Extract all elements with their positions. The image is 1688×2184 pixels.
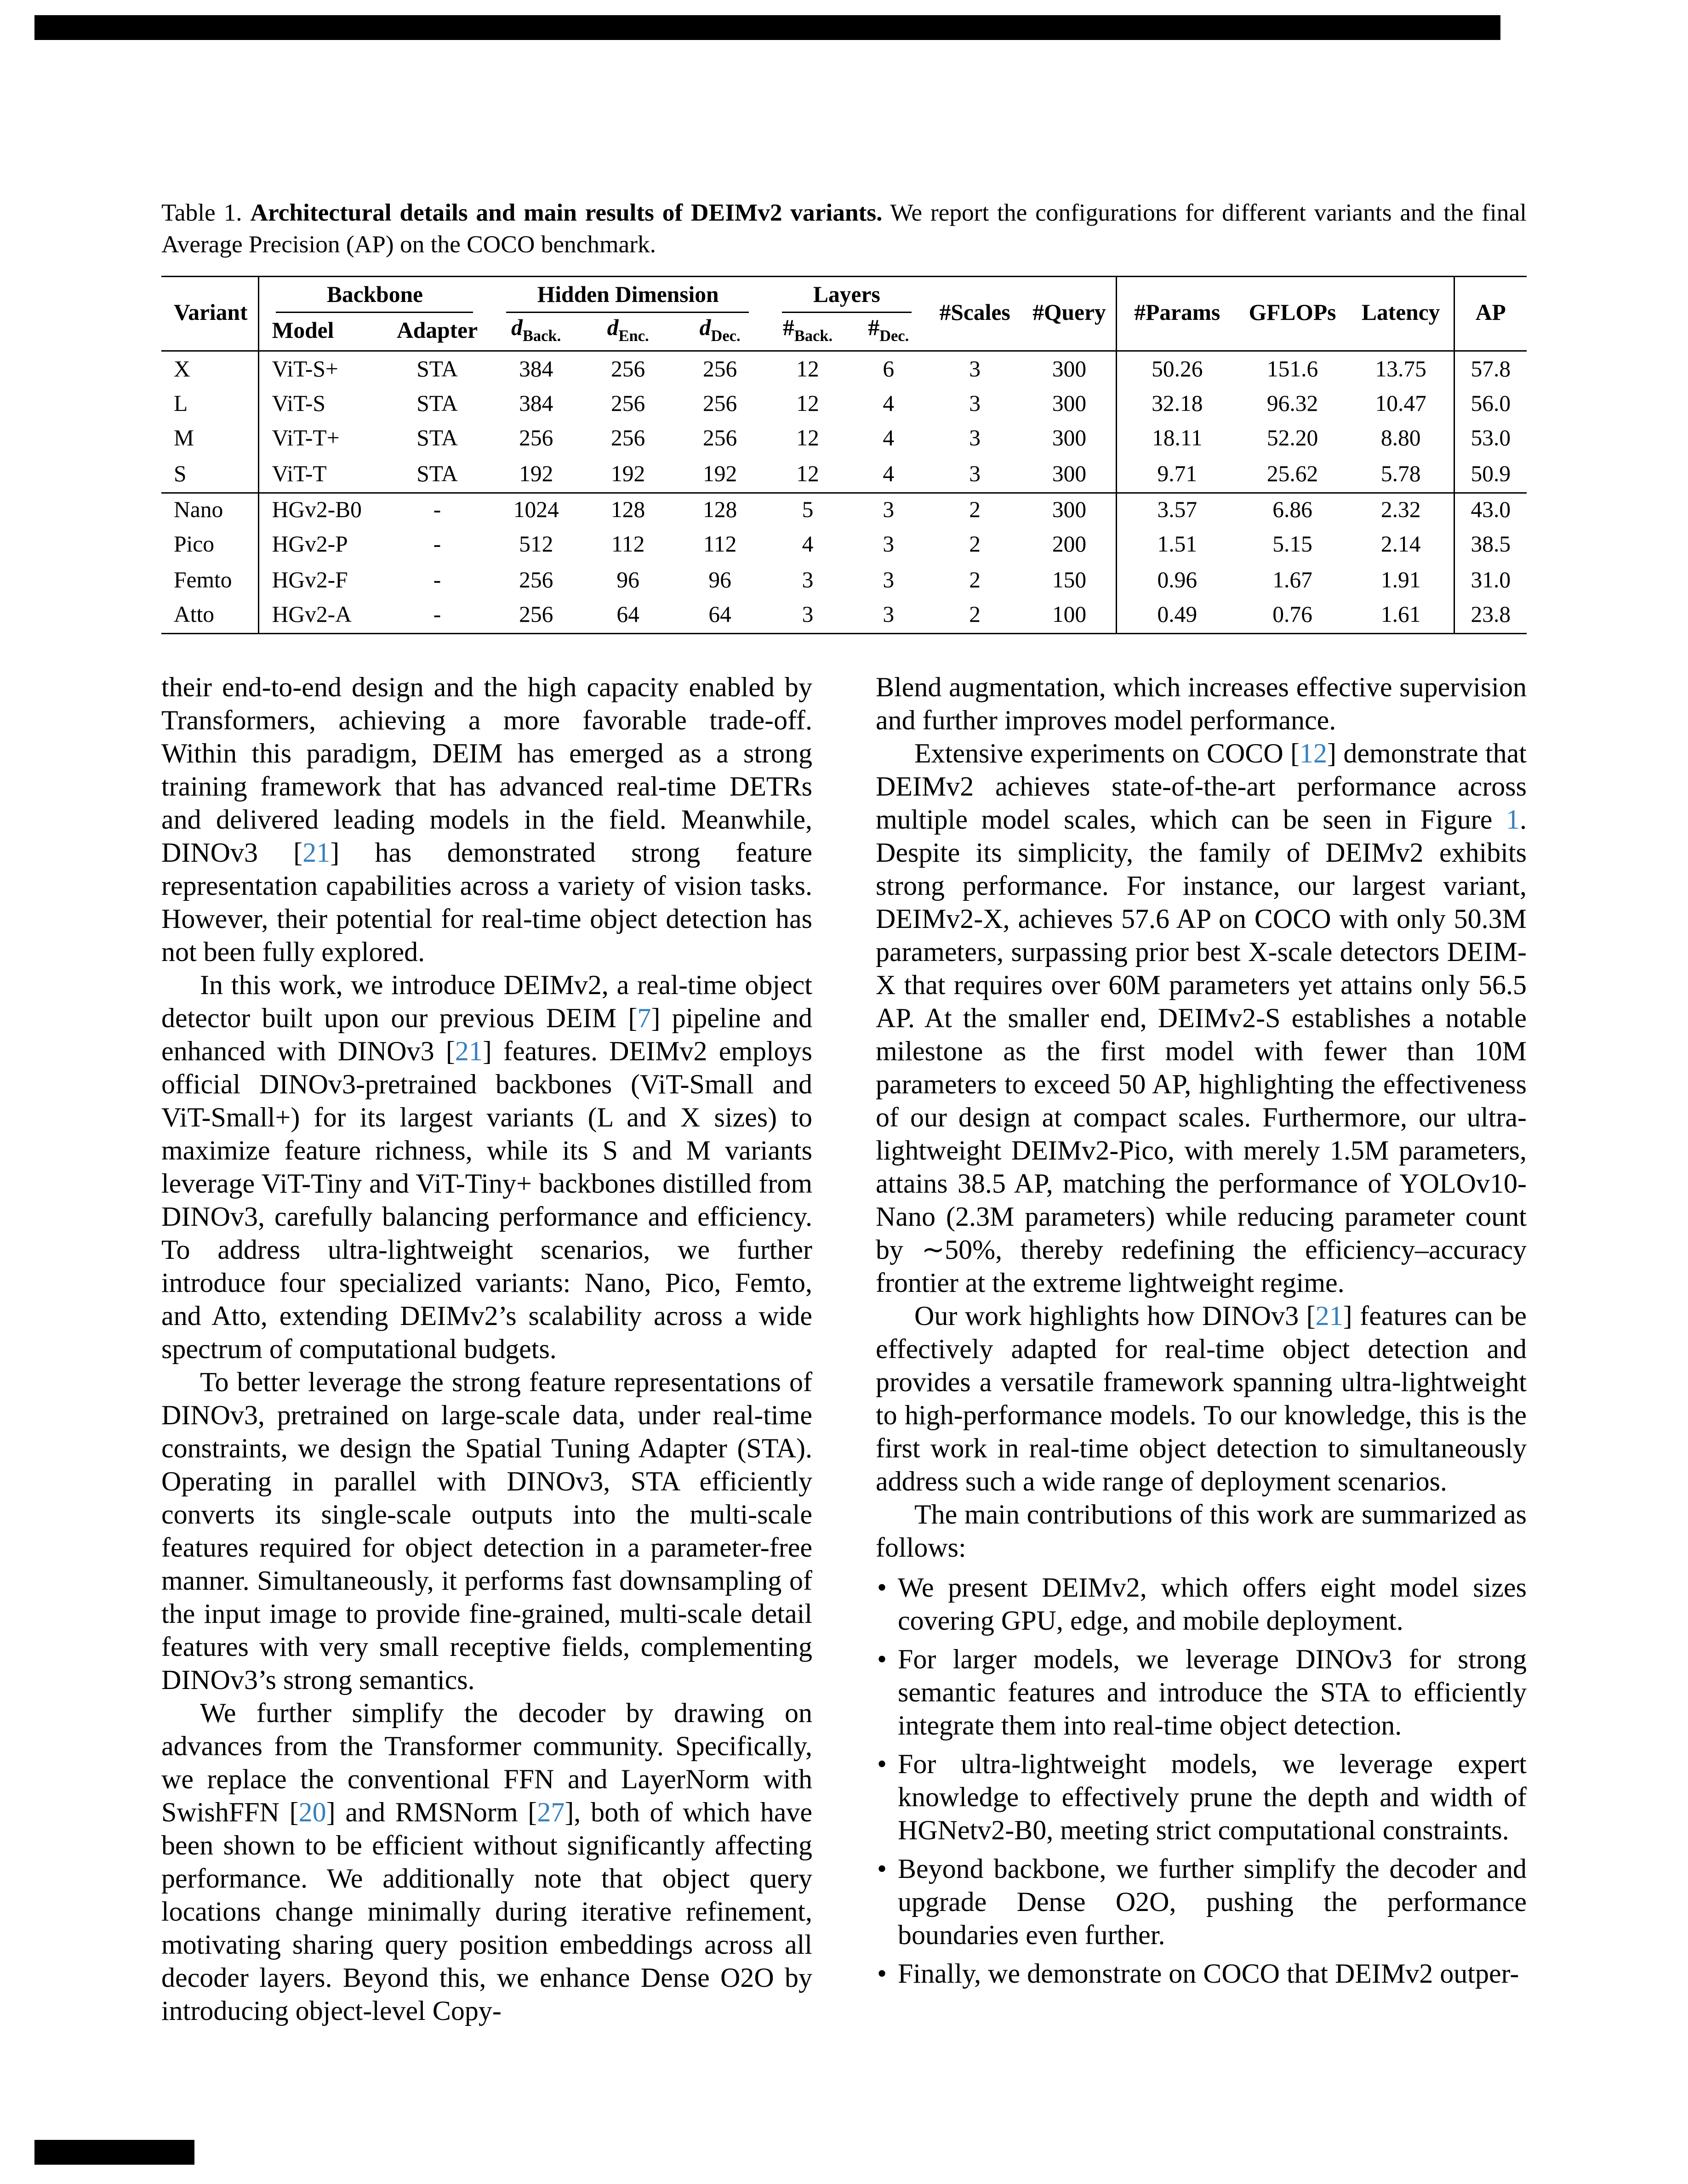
- text-run: ] has demonstrated strong feature representation capabilities across a variety of vision tasks. However, their potential for real-time object detection has not been fully explored.: [161, 838, 812, 968]
- text-run: Blend augmentation, which increases effective supervision and further improves model performance.: [876, 673, 1527, 737]
- table-cell: 384: [519, 355, 553, 382]
- table-cell: 96: [616, 566, 639, 593]
- table-cell: 6: [883, 355, 895, 382]
- table-cell: 3: [802, 566, 814, 593]
- table-cell: 31.0: [1471, 566, 1511, 593]
- text-run: The main contributions of this work are summarized as follows:: [876, 1500, 1527, 1564]
- table-cell: ViT-T: [272, 460, 327, 487]
- caption-text: We report the configurations for different variants and the final Average Precision (AP) on the COCO benchmark.: [161, 199, 1527, 258]
- table-cell: 53.0: [1471, 425, 1511, 452]
- caption-title: Architectural details and main results of DEIMv2 variants.: [250, 199, 883, 226]
- paragraph: [161, 1698, 812, 2029]
- table-cell: STA: [416, 390, 458, 417]
- table-cell: 0.96: [1157, 566, 1198, 593]
- text-run: We present DEIMv2, which offers eight model sizes covering GPU, edge, and mobile deployment.: [898, 1573, 1527, 1637]
- table-cell: X: [161, 352, 259, 387]
- paragraph: [876, 738, 1527, 1301]
- table-cell: 1.51: [1157, 531, 1198, 558]
- table-cell: 300: [1022, 422, 1117, 457]
- table-cell: ViT-T+: [272, 425, 340, 452]
- page-content: [161, 197, 1527, 2029]
- two-column-body: [161, 672, 1527, 2029]
- table-cell: 256: [611, 355, 645, 382]
- table-cell: 8.80: [1348, 422, 1454, 457]
- table-cell: 3: [969, 460, 981, 487]
- table-cell: ViT-S: [272, 390, 325, 417]
- bullet-item: [876, 1749, 1527, 1848]
- table-cell: 1024: [490, 493, 582, 529]
- table-cell: 64: [582, 598, 674, 634]
- text-run: Beyond backbone, we further simplify the decoder and upgrade Dense O2O, pushing the performance boundaries even further.: [898, 1854, 1527, 1951]
- text-run: ] features can be effectively adapted for real-time object detection and provides a versatile framework spanning ultra-lightweight to high-performance models. To our knowledge, this is the first work in real-time object detection to simultaneously address such a wide range of deployment scenarios.: [876, 1302, 1527, 1498]
- table-cell: 5.15: [1272, 531, 1312, 558]
- column-header-variant: Variant: [161, 277, 259, 352]
- column-header: #Query: [1022, 277, 1117, 352]
- column-header: #Params: [1117, 277, 1237, 352]
- table-cell: -: [433, 531, 441, 558]
- table-cell: HGv2-P: [272, 531, 348, 558]
- citation-link[interactable]: 21: [302, 838, 331, 869]
- table-cell: 2.14: [1348, 529, 1454, 563]
- table-cell: 100: [1022, 598, 1117, 634]
- table-cell: 56.0: [1471, 390, 1511, 417]
- text-run: Finally, we demonstrate on COCO that DEIMv2 outper-: [898, 1959, 1519, 1990]
- column-header: Latency: [1348, 277, 1454, 352]
- text-run: In this work, we introduce DEIMv2, a real-time object detector built upon our previous DEIM [: [161, 971, 812, 1035]
- table-cell: 0.49: [1117, 598, 1237, 634]
- table-cell: 2: [928, 598, 1022, 634]
- text-run: To better leverage the strong feature representations of DINOv3, pretrained on large-scale data, under real-time constraints, we design the Spatial Tuning Adapter (STA). Operating in parallel with DINOv3, STA efficiently converts its single-scale outputs into the multi-scale features required for object detection in a parameter-free manner. Simultaneously, it performs fast downsampling of the input image to provide fine-grained, multi-scale detail features with very small receptive fields, complementing DINOv3’s strong semantics.: [161, 1368, 812, 1696]
- text-run: ] pipeline and enhanced with DINOv3 [: [161, 1004, 812, 1068]
- table-cell: 300: [1022, 457, 1117, 493]
- table-cell: 3: [850, 598, 928, 634]
- table-cell: Nano: [161, 493, 259, 529]
- table-cell: 2.32: [1348, 493, 1454, 529]
- table-cell: 50.26: [1152, 355, 1203, 382]
- table-cell: 192: [519, 460, 553, 487]
- table-cell: 256: [519, 566, 553, 593]
- table-cell: 300: [1022, 387, 1117, 422]
- table-cell: 3: [969, 390, 981, 417]
- column-subheader: $\#_{Back.}$: [766, 313, 850, 352]
- table-cell: 4: [883, 460, 895, 487]
- citation-link[interactable]: 7: [637, 1004, 651, 1035]
- table-cell: -: [384, 493, 490, 529]
- table-cell: 112: [703, 531, 737, 558]
- table-cell: 64: [674, 598, 766, 634]
- column-subheader: $d_{Dec.}$: [674, 313, 766, 352]
- text-run: Our work highlights how DINOv3 [: [914, 1302, 1316, 1332]
- column-header: GFLOPs: [1237, 277, 1348, 352]
- table-cell: 2: [969, 531, 981, 558]
- table-row: [161, 563, 1527, 598]
- table-cell: Femto: [161, 563, 259, 598]
- results-table: [161, 276, 1527, 635]
- table-cell: 96: [708, 566, 731, 593]
- text-run: For larger models, we leverage DINOv3 for strong semantic features and introduce the STA to efficiently integrate them into real-time object detection.: [898, 1645, 1527, 1742]
- table-cell: L: [161, 387, 259, 422]
- table-cell: 300: [1022, 493, 1117, 529]
- text-run: We further simplify the decoder by drawing on advances from the Transformer community. Specifically, we replace the conventional FFN and LayerNorm with SwishFFN [: [161, 1699, 812, 1829]
- table-cell: 52.20: [1266, 425, 1318, 452]
- table-cell: 50.9: [1471, 460, 1511, 487]
- column-subheader: $d_{Back.}$: [490, 313, 582, 352]
- table-cell: Atto: [161, 598, 259, 634]
- table-row: [161, 422, 1527, 457]
- table-cell: -: [433, 566, 441, 593]
- table-cell: 12: [796, 425, 819, 452]
- table-cell: 38.5: [1471, 531, 1511, 558]
- table-cell: 200: [1022, 529, 1117, 563]
- contributions-list: [876, 1572, 1527, 1991]
- paragraph: [876, 1499, 1527, 1565]
- table-cell: 25.62: [1266, 460, 1318, 487]
- table-cell: 6.86: [1237, 493, 1348, 529]
- table-cell: HGv2-B0: [259, 493, 384, 529]
- table-cell: 1.61: [1348, 598, 1454, 634]
- table-cell: M: [161, 422, 259, 457]
- column-subheader: $\#_{Dec.}$: [850, 313, 928, 352]
- table-cell: 10.47: [1348, 387, 1454, 422]
- text-run: their end-to-end design and the high capacity enabled by Transformers, achieving a more favorable trade-off. Within this paradigm, DEIM has emerged as a strong training framework that has advanced real-time DETRs and delivered leading models in the field. Meanwhile, DINOv3 [: [161, 673, 812, 869]
- table-cell: 300: [1022, 352, 1117, 387]
- table-cell: 256: [703, 355, 737, 382]
- text-run: ] demonstrate that DEIMv2 achieves state-of-the-art performance across multiple model scales, which can be seen in Figure: [876, 739, 1527, 836]
- column-subheader: Adapter: [384, 313, 490, 352]
- table-row: [161, 529, 1527, 563]
- column-group-header: Backbone: [259, 277, 490, 313]
- citation-link[interactable]: 21: [1315, 1302, 1343, 1332]
- table-cell: 256: [519, 425, 553, 452]
- paragraph: [161, 672, 812, 970]
- table-cell: Pico: [161, 529, 259, 563]
- table-cell: 192: [703, 460, 737, 487]
- citation-link[interactable]: 20: [298, 1798, 326, 1829]
- paragraph: [876, 672, 1527, 738]
- table-row: [161, 493, 1527, 529]
- column-subheader: Model: [259, 313, 384, 352]
- table-cell: 4: [883, 390, 895, 417]
- table-cell: 3: [969, 425, 981, 452]
- column-subheader: $d_{Enc.}$: [582, 313, 674, 352]
- right-column: [876, 672, 1527, 2029]
- table-cell: 13.75: [1348, 352, 1454, 387]
- table-cell: 112: [611, 531, 645, 558]
- text-run: For ultra-lightweight models, we leverage expert knowledge to effectively prune the depth and width of HGNetv2-B0, meeting strict computational constraints.: [898, 1750, 1527, 1847]
- table-cell: 23.8: [1454, 598, 1527, 634]
- table-cell: 4: [802, 531, 814, 558]
- table-cell: 256: [703, 390, 737, 417]
- table-cell: 150: [1022, 563, 1117, 598]
- table-cell: STA: [416, 425, 458, 452]
- table-cell: HGv2-A: [259, 598, 384, 634]
- paragraph: [876, 1301, 1527, 1499]
- table-cell: ViT-S+: [272, 355, 338, 382]
- table-cell: 0.76: [1237, 598, 1348, 634]
- column-header: AP: [1454, 277, 1527, 352]
- text-run: ], both of which have been shown to be efficient without significantly affecting performance. We additionally note that object query locations change minimally during iterative refinement, motivating sharing query position embeddings across all decoder layers. Beyond this, we enhance Dense O2O by introducing object-level Copy-: [161, 1798, 812, 2027]
- table-cell: 3: [766, 598, 850, 634]
- table-cell: 3.57: [1117, 493, 1237, 529]
- table-cell: 192: [611, 460, 645, 487]
- table-cell: 1.91: [1348, 563, 1454, 598]
- table-caption: [161, 197, 1527, 261]
- table-cell: 12: [796, 355, 819, 382]
- table-cell: STA: [416, 355, 458, 382]
- table-cell: 3: [850, 493, 928, 529]
- table-cell: STA: [416, 460, 458, 487]
- bullet-item: [876, 1958, 1527, 1991]
- table-cell: 5: [766, 493, 850, 529]
- caption-label: Table 1.: [161, 199, 242, 226]
- table-cell: 256: [611, 425, 645, 452]
- table-cell: 12: [796, 460, 819, 487]
- table-cell: 384: [519, 390, 553, 417]
- table-cell: -: [384, 598, 490, 634]
- table-cell: 512: [519, 531, 553, 558]
- redaction-bar-bottom: [34, 2140, 194, 2165]
- table-cell: 43.0: [1454, 493, 1527, 529]
- table-cell: 256: [703, 425, 737, 452]
- table-row: [161, 352, 1527, 387]
- table-cell: HGv2-F: [272, 566, 348, 593]
- column-group-header: Hidden Dimension: [490, 277, 766, 313]
- table-cell: 9.71: [1157, 460, 1198, 487]
- column-header: #Scales: [928, 277, 1022, 352]
- table-cell: 256: [490, 598, 582, 634]
- table-row: [161, 598, 1527, 634]
- text-run: . Despite its simplicity, the family of DEIMv2 exhibits strong performance. For instance, our largest variant, DEIMv2-X, achieves 57.6 AP on COCO with only 50.3M parameters, surpassing prior best X-scale detectors DEIM-X that requires over 60M parameters yet attains only 56.5 AP. At the smaller end, DEIMv2-S establishes a notable milestone as the first model with fewer than 10M parameters to exceed 50 AP, highlighting the effectiveness of our design at compact scales. Furthermore, our ultra-lightweight DEIMv2-Pico, with merely 1.5M parameters, attains 38.5 AP, matching the performance of YOLOv10-Nano (2.3M parameters) while reducing parameter count by ∼50%, thereby redefining the efficiency–accuracy frontier at the extreme lightweight regime.: [876, 805, 1527, 1299]
- citation-link[interactable]: 27: [537, 1798, 565, 1829]
- bullet-item: [876, 1644, 1527, 1743]
- table-cell: 3: [883, 531, 895, 558]
- paragraph: [161, 1367, 812, 1698]
- left-column: [161, 672, 812, 2029]
- table-cell: 57.8: [1471, 355, 1511, 382]
- table-cell: S: [161, 457, 259, 493]
- table-cell: 5.78: [1348, 457, 1454, 493]
- bullet-item: [876, 1854, 1527, 1953]
- table-cell: 256: [611, 390, 645, 417]
- table-cell: 3: [883, 566, 895, 593]
- text-run: ] features. DEIMv2 employs official DINOv3-pretrained backbones (ViT-Small and ViT-Small+) for its largest variants (L and X sizes) to maximize feature richness, while its S and M variants leverage ViT-Tiny and ViT-Tiny+ backbones distilled from DINOv3, carefully balancing performance and efficiency. To address ultra-lightweight scenarios, we further introduce four specialized variants: Nano, Pico, Femto, and Atto, extending DEIMv2’s scalability across a wide spectrum of computational budgets.: [161, 1037, 813, 1365]
- citation-link[interactable]: 21: [455, 1037, 483, 1068]
- table-cell: 18.11: [1152, 425, 1203, 452]
- citation-link[interactable]: 1: [1506, 805, 1520, 836]
- table-cell: 3: [969, 355, 981, 382]
- table-cell: 128: [582, 493, 674, 529]
- table-cell: 2: [969, 566, 981, 593]
- bullet-item: [876, 1572, 1527, 1638]
- table-cell: 32.18: [1152, 390, 1203, 417]
- column-group-header: Layers: [766, 277, 928, 313]
- paragraph: [161, 970, 812, 1367]
- table-cell: 2: [928, 493, 1022, 529]
- table-cell: 1.67: [1272, 566, 1312, 593]
- text-run: Extensive experiments on COCO [: [914, 739, 1300, 770]
- table-cell: 12: [796, 390, 819, 417]
- text-run: ] and RMSNorm [: [326, 1798, 537, 1829]
- table-cell: 151.6: [1266, 355, 1318, 382]
- table-cell: 4: [883, 425, 895, 452]
- table-cell: 96.32: [1266, 390, 1318, 417]
- citation-link[interactable]: 12: [1300, 739, 1328, 770]
- redaction-bar-top: [34, 15, 1500, 40]
- table-row: [161, 457, 1527, 493]
- table-row: [161, 387, 1527, 422]
- table-cell: 128: [674, 493, 766, 529]
